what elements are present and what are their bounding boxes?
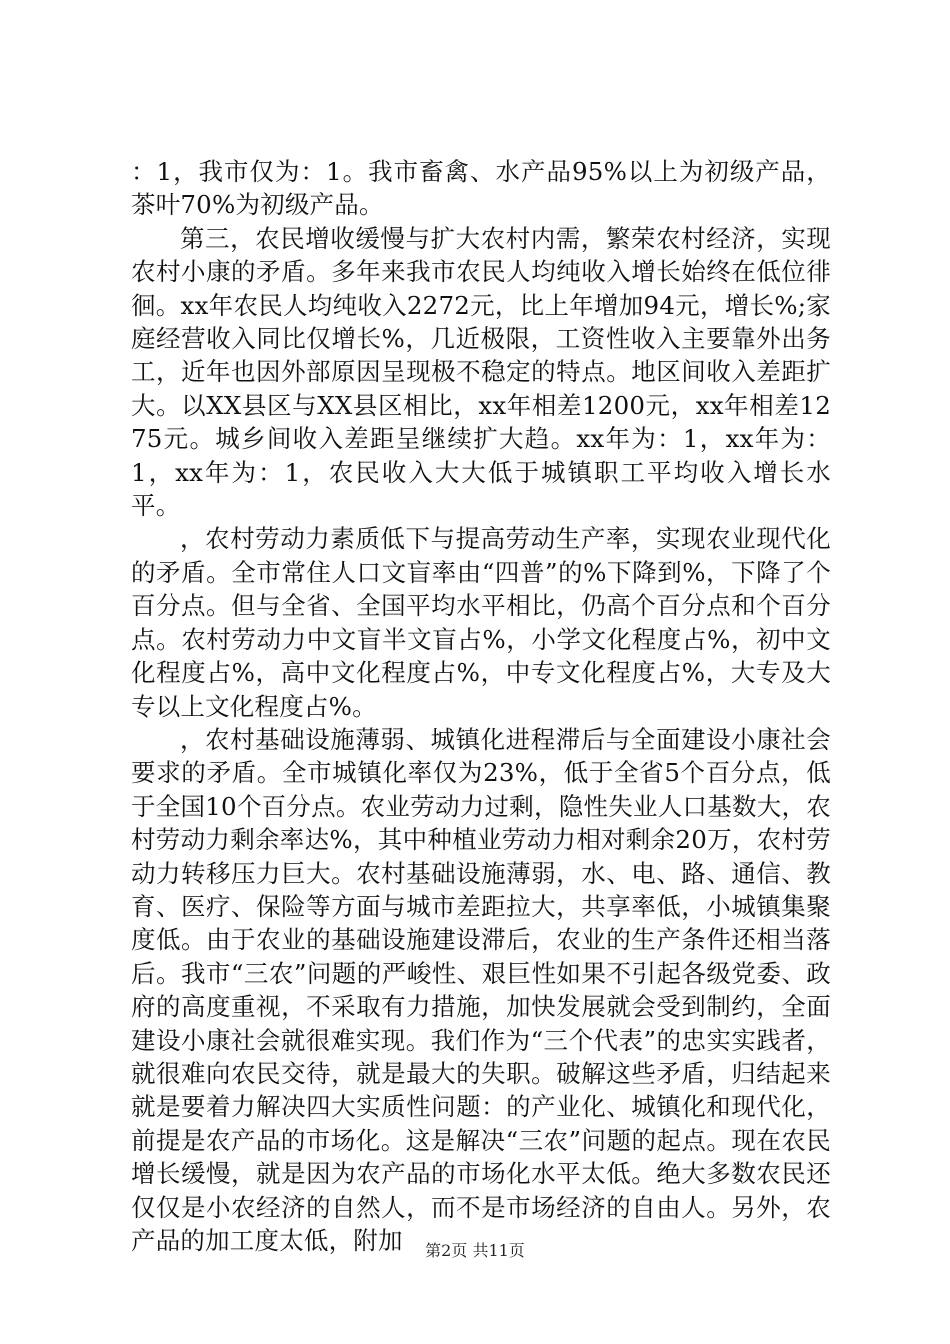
document-body xyxy=(131,155,831,1257)
paragraph-2: 第三，农民增收缓慢与扩大农村内需，繁荣农村经济，实现农村小康的矛盾。多年来我市农民人均纯收入增长始终在低位徘徊。xx年农民人均纯收入2272元，比上年增加94元，增长%;家庭经营收入同比仅增长%，几近极限，工资性收入主要靠外出务工，近年也因外部原因呈现极不稳定的特点。地区间收入差距扩大。以XX县区与XX县区相比，xx年相差1200元，xx年相差1275元。城乡间收入差距呈继续扩大趋。xx年为：1，xx年为：1，xx年为：1，农民收入大大低于城镇职工平均收入增长水平。 xyxy=(131,223,831,521)
page-footer xyxy=(0,1241,950,1261)
page-number-label: 第2页 共11页 xyxy=(425,1241,525,1260)
paragraph-3: ，农村劳动力素质低下与提高劳动生产率，实现农业现代化的矛盾。全市常住人口文盲率由“四普”的%下降到%，下降了个百分点。但与全省、全国平均水平相比，仍高个百分点和个百分点。农村劳动力中文盲半文盲占%，小学文化程度占%，初中文化程度占%，高中文化程度占%，中专文化程度占%，大专及大专以上文化程度占%。 xyxy=(131,524,831,721)
paragraph-4: ，农村基础设施薄弱、城镇化进程滞后与全面建设小康社会要求的矛盾。全市城镇化率仅为23%，低于全省5个百分点，低于全国10个百分点。农业劳动力过剩，隐性失业人口基数大，农村劳动力剩余率达%，其中种植业劳动力相对剩余20万，农村劳动力转移压力巨大。农村基础设施薄弱，水、电、路、通信、教育、医疗、保险等方面与城市差距拉大，共享率低，小城镇集聚度低。由于农业的基础设施建设滞后，农业的生产条件还相当落后。我市“三农”问题的严峻性、艰巨性如果不引起各级党委、政府的高度重视，不采取有力措施，加快发展就会受到制约，全面建设小康社会就很难实现。我们作为“三个代表”的忠实实践者，就很难向农民交待，就是最大的失职。破解这些矛盾，归结起来就是要着力解决四大实质性问题：的产业化、城镇化和现代化，前提是农产品的市场化。这是解决“三农”问题的起点。现在农民增长缓慢，就是因为农产品的市场化水平太低。绝大多数农民还仅仅是小农经济的自然人，而不是市场经济的自由人。另外，农产品的加工度太低，附加 xyxy=(131,724,831,1255)
paragraph-1: ：1，我市仅为：1。我市畜禽、水产品95%以上为初级产品，茶叶70%为初级产品。 xyxy=(131,157,831,220)
